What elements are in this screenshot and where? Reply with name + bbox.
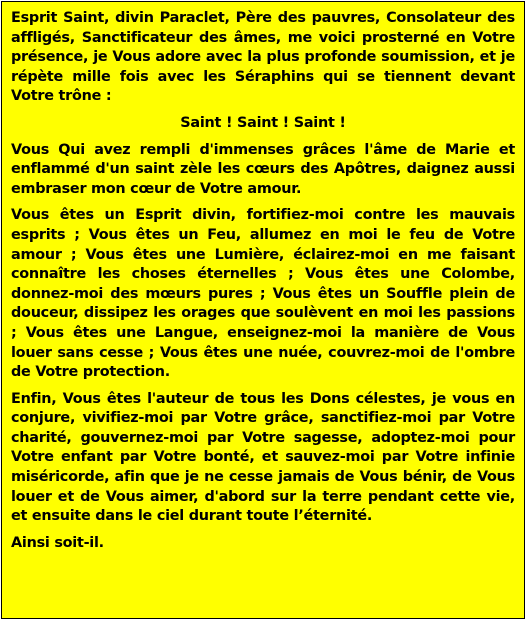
prayer-paragraph-invocation: Esprit Saint, divin Paraclet, Père des pauvres, Consolateur des affligés, Sanctificateur des âmes, me voici prosterné en Votre présence, je Vous adore avec la plus profonde soumission, et je répète mille fois avec les Séraphins qui se tiennent devant Votre trône : (11, 10, 515, 105)
prayer-text-box (1, 1, 525, 619)
prayer-paragraph-attributes: Vous êtes un Esprit divin, fortifiez-moi contre les mauvais esprits ; Vous êtes un Feu, allumez en moi le feu de Votre amour ; Vous êtes une Lumière, éclairez-moi en me faisant connaître les choses éternelles ; Vous êtes une Colombe, donnez-moi des mœurs pures ; Vous êtes un Souffle plein de douceur, dissipez les orages que soulèvent en moi les passions ; Vous êtes une Langue, enseignez-moi la manière de Vous louer sans cesse ; Vous êtes une nuée, couvrez-moi de l'ombre de Votre protection. (11, 207, 515, 381)
prayer-paragraph-petitions: Enfin, Vous êtes l'auteur de tous les Dons célestes, je vous en conjure, vivifiez-moi par Votre grâce, sanctifiez-moi par Votre charité, gouvernez-moi par Votre sagesse, adoptez-moi pour Votre enfant par Votre bonté, et sauvez-moi par Votre infinie miséricorde, afin que je ne cesse jamais de Vous bénir, de Vous louer et de Vous aimer, d'abord sur la terre pendant cette vie, et ensuite dans le ciel durant toute l’éternité. (11, 390, 515, 525)
prayer-closing: Ainsi soit-il. (11, 534, 104, 551)
prayer-paragraph-marie: Vous Qui avez rempli d'immenses grâces l'âme de Marie et enflammé d'un saint zèle les cœurs des Apôtres, daignez aussi embraser mon cœur de Votre amour. (11, 141, 515, 197)
prayer-acclamation: Saint ! Saint ! Saint ! (180, 114, 346, 131)
